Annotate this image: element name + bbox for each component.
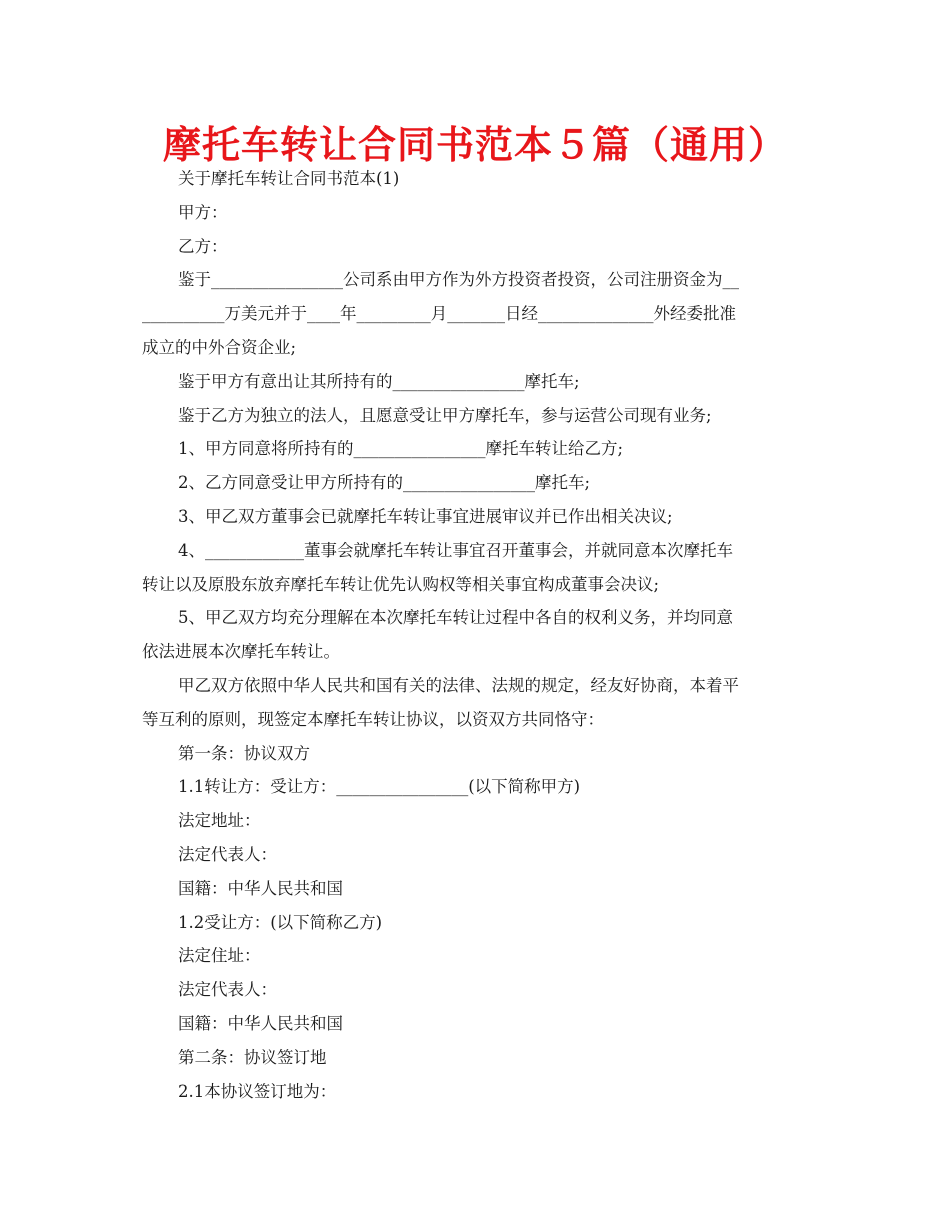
paragraph-line: 法定地址： [178, 811, 261, 831]
paragraph [142, 1075, 814, 1109]
paragraph [142, 534, 814, 602]
paragraph-line: 法定代表人： [178, 844, 277, 864]
paragraph-line: 国籍：中华人民共和国 [178, 1013, 343, 1033]
paragraph [142, 365, 814, 399]
paragraph-line: 4、____________董事会就摩托车转让事宜召开董事会，并就同意本次摩托车 [178, 540, 733, 560]
paragraph-line: 等互利的原则，现签定本摩托车转让协议，以资双方共同恪守： [142, 709, 604, 729]
paragraph-line: 2.1本协议签订地为： [178, 1081, 337, 1101]
paragraph [142, 196, 814, 230]
paragraph-line: 3、甲乙双方董事会已就摩托车转让事宜进展审议并已作出相关决议; [178, 506, 673, 526]
paragraph [142, 770, 814, 804]
paragraph [142, 939, 814, 973]
paragraph [142, 1041, 814, 1075]
paragraph [142, 906, 814, 940]
paragraph [142, 872, 814, 906]
paragraph-line: 第一条：协议双方 [178, 743, 310, 763]
paragraph [142, 1007, 814, 1041]
paragraph-line: 国籍：中华人民共和国 [178, 878, 343, 898]
paragraph-line: 第二条：协议签订地 [178, 1047, 327, 1067]
paragraph-line: 甲乙双方依照中华人民共和国有关的法律、法规的规定，经友好协商，本着平 [178, 675, 739, 695]
paragraph-line: 法定住址： [178, 946, 261, 966]
paragraph [142, 162, 814, 196]
paragraph-line: 乙方： [178, 236, 228, 256]
paragraph-line: 关于摩托车转让合同书范本(1) [178, 169, 400, 188]
paragraph-line: 鉴于甲方有意出让其所持有的________________摩托车; [178, 371, 580, 391]
paragraph-line: 1、甲方同意将所持有的________________摩托车转让给乙方; [178, 439, 624, 459]
paragraph-line: 鉴于________________公司系由甲方作为外方投资者投资，公司注册资金为__ [178, 270, 739, 290]
paragraph-line: 鉴于乙方为独立的法人，且愿意受让甲方摩托车，参与运营公司现有业务; [178, 405, 712, 425]
paragraph-line: 1.1转让方：受让方：________________(以下简称甲方) [178, 777, 581, 797]
paragraph [142, 973, 814, 1007]
paragraph [142, 263, 814, 364]
paragraph [142, 432, 814, 466]
paragraph [142, 230, 814, 264]
document-body [142, 162, 814, 1108]
paragraph [142, 466, 814, 500]
paragraph-line: 2、乙方同意受让甲方所持有的________________摩托车; [178, 473, 591, 493]
paragraph-line: 法定代表人： [178, 980, 277, 1000]
paragraph [142, 804, 814, 838]
paragraph-line: 依法进展本次摩托车转让。 [142, 642, 340, 662]
paragraph-line: __________万美元并于____年_________月_______日经______________外经委批准 [142, 304, 736, 324]
paragraph-line: 甲方： [178, 202, 228, 222]
paragraph [142, 500, 814, 534]
paragraph-line: 1.2受让方：(以下简称乙方) [178, 912, 383, 932]
document-title: 摩托车转让合同书范本５篇（通用） [162, 123, 787, 167]
paragraph-line: 5、甲乙双方均充分理解在本次摩托车转让过程中各自的权利义务，并均同意 [178, 608, 733, 628]
paragraph-line: 转让以及原股东放弃摩托车转让优先认购权等相关事宜构成董事会决议; [142, 574, 660, 594]
paragraph [142, 737, 814, 771]
paragraph [142, 669, 814, 737]
paragraph [142, 601, 814, 669]
paragraph [142, 399, 814, 433]
paragraph [142, 838, 814, 872]
paragraph-line: 成立的中外合资企业; [142, 337, 297, 357]
